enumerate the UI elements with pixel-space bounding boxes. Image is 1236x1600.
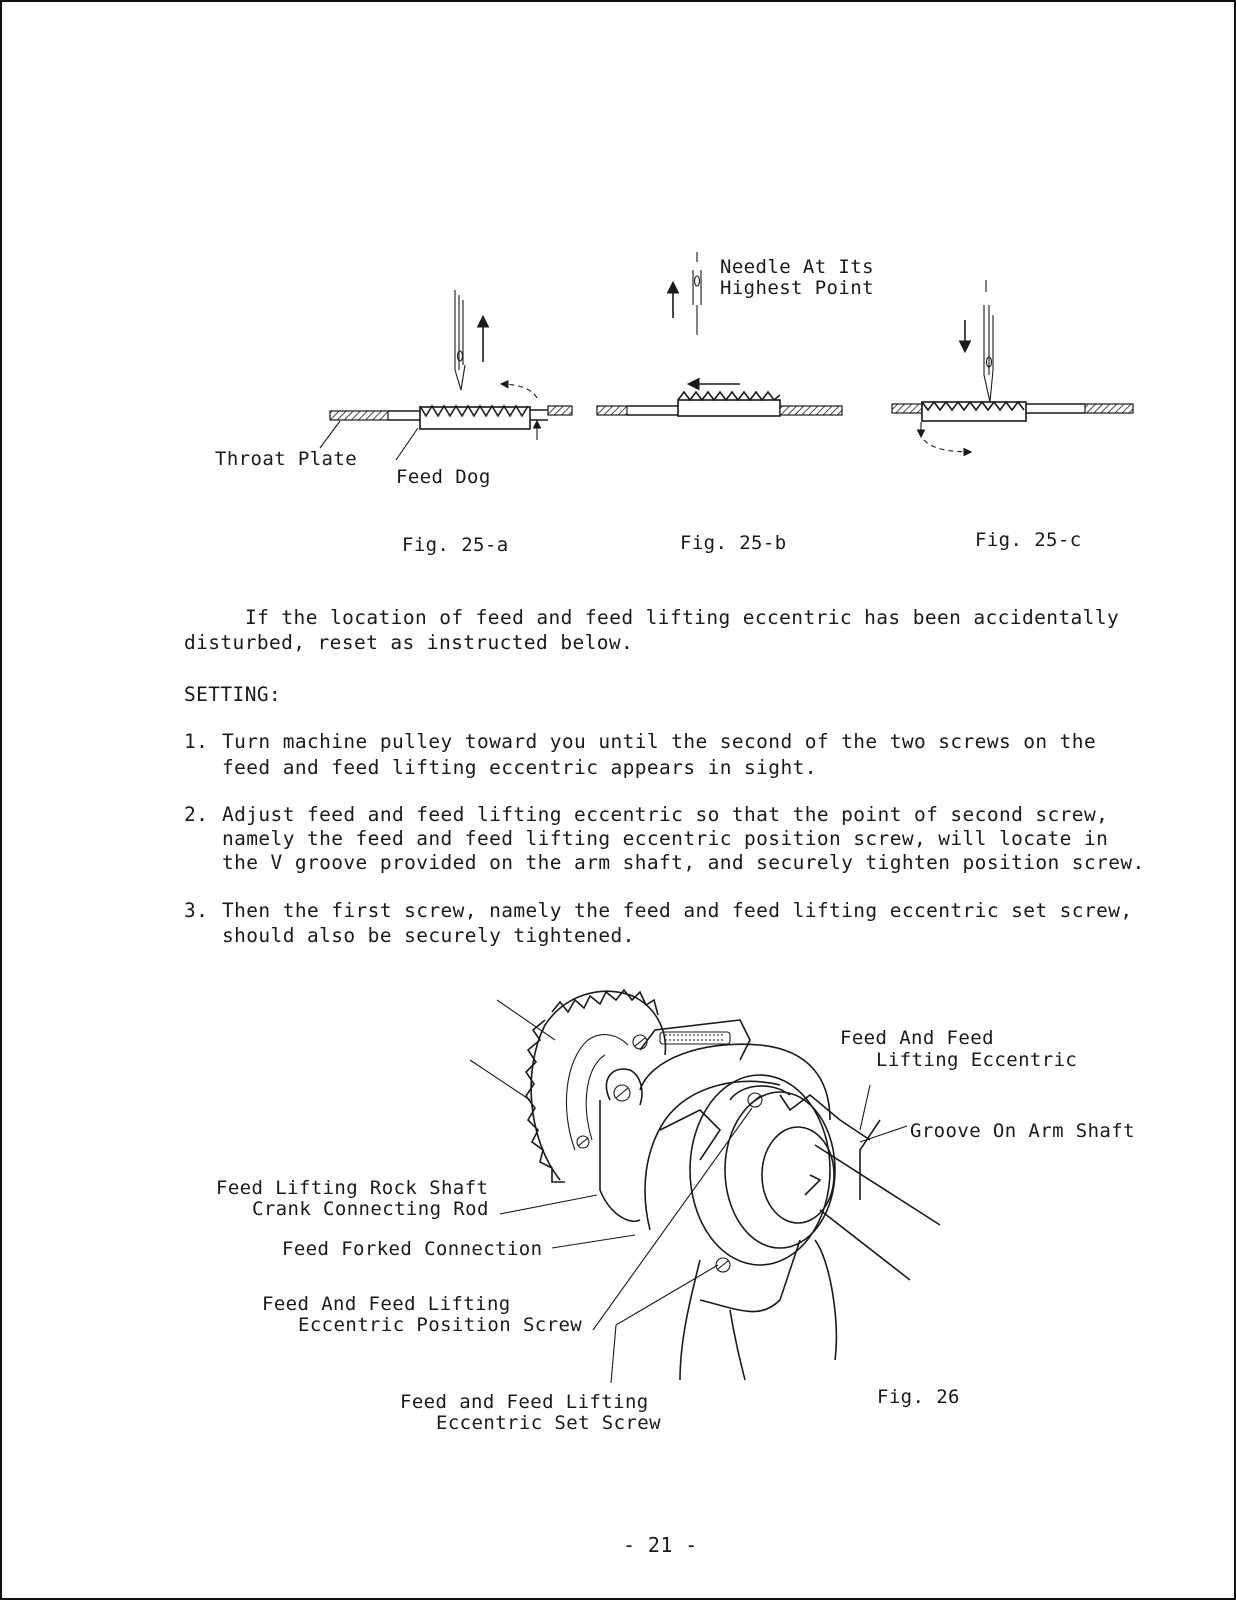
forked-connection-label: Feed Forked Connection [282,1238,543,1260]
throat-plate-label: Throat Plate [215,448,358,470]
fig-26-caption: Fig. 26 [877,1386,960,1408]
step-text-line: Then the first screw, namely the feed and feed lifting eccentric set screw, [222,899,1133,922]
step-text-line: feed and feed lifting eccentric appears in sight. [222,756,817,779]
needle-label-line1: Needle At Its [720,256,874,278]
set-screw-label-line2: Eccentric Set Screw [436,1412,661,1434]
step-text-line: namely the feed and feed lifting eccentric position screw, will locate in [222,827,1109,850]
step-number: 3. [184,899,209,922]
feed-dog-label: Feed Dog [396,466,491,488]
position-screw-label-line2: Eccentric Position Screw [298,1314,583,1336]
fig-25a-caption: Fig. 25-a [402,534,509,556]
eccentric-label-line2: Lifting Eccentric [876,1049,1078,1071]
gear-drawing [470,990,665,1182]
step-text-line: Turn machine pulley toward you until the second of the two screws on the [222,730,1097,753]
set-screw-label-line1: Feed and Feed Lifting [400,1391,649,1413]
intro-line-2: disturbed, reset as instructed below. [184,631,634,654]
eccentric-label-line1: Feed And Feed [840,1027,994,1049]
needle-label-line2: Highest Point [720,277,874,299]
step-text-line: the V groove provided on the arm shaft, and securely tighten position screw. [222,851,1145,874]
oil-pad [660,1032,730,1044]
page-number: - 21 - [623,1533,698,1557]
eccentric-body-drawing [600,1020,940,1380]
arm-shaft-end [762,1127,834,1223]
step-text-line: Adjust feed and feed lifting eccentric so that the point of second screw, [222,803,1109,826]
rock-shaft-label-line1: Feed Lifting Rock Shaft [216,1177,489,1199]
fig-25b-caption: Fig. 25-b [680,532,787,554]
intro-line-1: If the location of feed and feed lifting eccentric has been accidentally [245,606,1120,629]
rock-shaft-label-line2: Crank Connecting Rod [252,1198,489,1220]
position-screw-label-line1: Feed And Feed Lifting [262,1293,511,1315]
fig-25c-caption: Fig. 25-c [975,529,1082,551]
step-text-line: should also be securely tightened. [222,924,635,947]
groove-label: Groove On Arm Shaft [910,1120,1135,1142]
step-number: 1. [184,730,209,753]
figure-26-leaders [500,1085,907,1383]
step-number: 2. [184,803,209,826]
setting-heading: SETTING: [184,683,282,706]
